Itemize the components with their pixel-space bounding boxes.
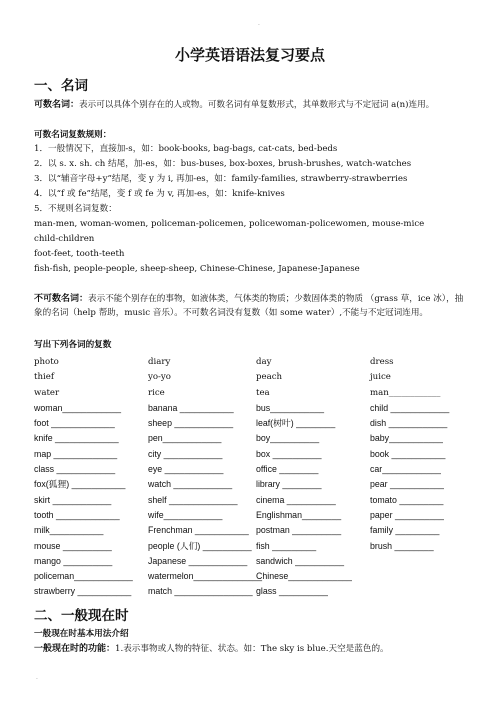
exercise-row xyxy=(34,508,474,523)
plural-rule: 1．一般情况下，直接加-s，如：book-books, bag-bags, cat-cats, bed-beds xyxy=(34,144,338,154)
document-title: 小学英语语法复习要点 xyxy=(174,46,325,64)
exercise-row xyxy=(34,493,474,508)
plural-rule: 4．以“f 或 fe”结尾，变 f 或 fe 为 v, 再加-es，如：knife-knives xyxy=(34,189,285,199)
exercise-item: family _________ xyxy=(370,525,440,536)
exercise-row xyxy=(34,416,474,431)
function-label: 一般现在时的功能： xyxy=(34,644,116,654)
countable-definition xyxy=(34,99,468,112)
exercise-item: leaf(树叶) ________ xyxy=(256,418,336,429)
exercise-row xyxy=(34,386,474,401)
exercise-item: wife____________ xyxy=(148,509,223,520)
uncountable-text: 表示不能个别存在的事物，如液体类，气体类的物质；少数固体类的物质 （grass 草，ice 冰），抽象的名词（help 帮助，music 音乐）。不可数名词没有复数（如 some water）,不能与不定冠词连用。 xyxy=(34,294,464,318)
irregular-example: man-men, woman-women, policeman-policemen, policewoman-policewomen, mouse-mice xyxy=(34,219,425,229)
exercise-item: photo xyxy=(34,357,59,367)
irregular-example: child-children xyxy=(34,234,95,244)
exercise-row xyxy=(34,447,474,462)
exercise-item: watch ____________ xyxy=(148,479,233,490)
section-heading-present-tense: 二、一般现在时 xyxy=(34,608,129,624)
exercise-row xyxy=(34,401,474,416)
exercise-row xyxy=(34,355,474,370)
uncountable-label: 不可数名词： xyxy=(34,294,89,304)
exercise-item: Chinese_____________ xyxy=(256,571,352,582)
exercise-item: boy__________ xyxy=(256,433,320,444)
exercise-item: watermelon______________ xyxy=(148,571,262,582)
exercise-item: mango __________ xyxy=(34,555,113,566)
exercise-item: match ________________ xyxy=(148,586,253,597)
exercise-item: knife _____________ xyxy=(34,433,119,444)
exercise-item: office ________ xyxy=(256,464,319,475)
exercise-item: pear ___________ xyxy=(370,479,444,490)
exercise-item: paper __________ xyxy=(370,509,444,520)
exercise-row xyxy=(34,584,474,599)
exercise-item: sheep ____________ xyxy=(148,418,234,429)
exercise-row xyxy=(34,477,474,492)
exercise-item: eye ____________ xyxy=(148,464,224,475)
exercise-item: brush ________ xyxy=(370,540,434,551)
exercise-item: rice xyxy=(148,387,165,398)
exercise-item: dress xyxy=(370,357,394,367)
exercise-item: mouse __________ xyxy=(34,540,112,551)
exercise-item: pen____________ xyxy=(148,433,222,444)
exercise-item: cinema __________ xyxy=(256,494,336,505)
exercise-item: sandwich __________ xyxy=(256,555,345,566)
exercise-row xyxy=(34,431,474,446)
page-mark-top: · xyxy=(258,22,260,29)
exercise-item: book ___________ xyxy=(370,448,446,459)
exercise-item: policeman____________ xyxy=(34,571,133,582)
page-mark-bottom: · xyxy=(36,676,38,683)
exercise-item: map _____________ xyxy=(34,448,118,459)
exercise-row xyxy=(34,462,474,477)
exercise-item: city ____________ xyxy=(148,448,223,459)
exercise-item: milk___________ xyxy=(34,525,104,536)
exercise-item: thief xyxy=(34,372,55,383)
present-tense-function xyxy=(34,643,389,656)
exercise-item: class ____________ xyxy=(34,464,116,475)
exercise-item: peach xyxy=(256,372,283,383)
exercise-item: tomato _________ xyxy=(370,494,444,505)
exercise-item: banana ___________ xyxy=(148,402,234,413)
countable-label: 可数名词： xyxy=(34,100,80,110)
function-text: 1.表示事物或人物的特征、状态。如：The sky is blue.天空是蓝色的。 xyxy=(115,644,389,654)
exercise-row xyxy=(34,370,474,385)
exercise-item: man____________ xyxy=(370,387,441,398)
exercise-item: skirt ____________ xyxy=(34,494,112,505)
exercise-item: tea xyxy=(256,387,270,398)
exercise-item: car____________ xyxy=(370,464,441,475)
exercise-row xyxy=(34,554,474,569)
exercise-item: shelf ______________ xyxy=(148,494,238,505)
uncountable-definition xyxy=(34,292,468,320)
plural-rule: 5．不规则名词复数： xyxy=(34,204,117,214)
exercise-heading: 写出下列各词的复数 xyxy=(34,340,112,350)
countable-text: 表示可以具体个别存在的人或物。可数名词有单复数形式，其单数形式与不定冠词 a(n)连用。 xyxy=(79,100,435,110)
exercise-item: diary xyxy=(148,357,171,367)
exercise-item: fox(狐狸) ___________ xyxy=(34,479,126,490)
plural-rules-heading: 可数名词复数规则： xyxy=(34,130,112,140)
exercise-item: Englishman________ xyxy=(256,509,342,520)
exercise-row xyxy=(34,539,474,554)
present-tense-subheading: 一般现在时基本用法介绍 xyxy=(34,629,129,639)
exercise-item: tooth _____________ xyxy=(34,509,120,520)
irregular-example: foot-feet, tooth-teeth xyxy=(34,249,125,259)
exercise-item: strawberry ___________ xyxy=(34,586,132,597)
plural-exercise-grid xyxy=(34,355,474,600)
exercise-row xyxy=(34,523,474,538)
exercise-item: child ____________ xyxy=(370,402,450,413)
section-heading-nouns: 一、名词 xyxy=(34,78,88,94)
irregular-example: fish-fish, people-people, sheep-sheep, Chinese-Chinese, Japanese-Japanese xyxy=(34,264,360,274)
exercise-row xyxy=(34,569,474,584)
exercise-item: library ________ xyxy=(256,479,322,490)
plural-rule: 3．以“辅音字母+y”结尾，变 y 为 i, 再加-es，如：family-families, strawberry-strawberries xyxy=(34,174,408,184)
exercise-item: fish _________ xyxy=(256,540,317,551)
exercise-item: day xyxy=(256,357,272,367)
exercise-item: foot _____________ xyxy=(34,418,115,429)
exercise-item: water xyxy=(34,387,60,398)
exercise-item: woman____________ xyxy=(34,402,122,413)
plural-rule: 2．以 s. x. sh. ch 结尾，加-es，如：bus-buses, box-boxes, brush-brushes, watch-watches xyxy=(34,159,412,169)
exercise-item: postman __________ xyxy=(256,525,342,536)
exercise-item: box __________ xyxy=(256,448,322,459)
exercise-item: baby___________ xyxy=(370,433,443,444)
exercise-item: Japanese ____________ xyxy=(148,555,248,566)
exercise-item: juice xyxy=(370,372,391,383)
exercise-item: Frenchman ___________ xyxy=(148,525,249,536)
exercise-item: yo-yo xyxy=(148,372,171,383)
exercise-item: people (人们) __________ xyxy=(148,540,252,551)
exercise-item: bus___________ xyxy=(256,402,324,413)
exercise-item: dish ____________ xyxy=(370,418,448,429)
exercise-item: glass __________ xyxy=(256,586,328,597)
